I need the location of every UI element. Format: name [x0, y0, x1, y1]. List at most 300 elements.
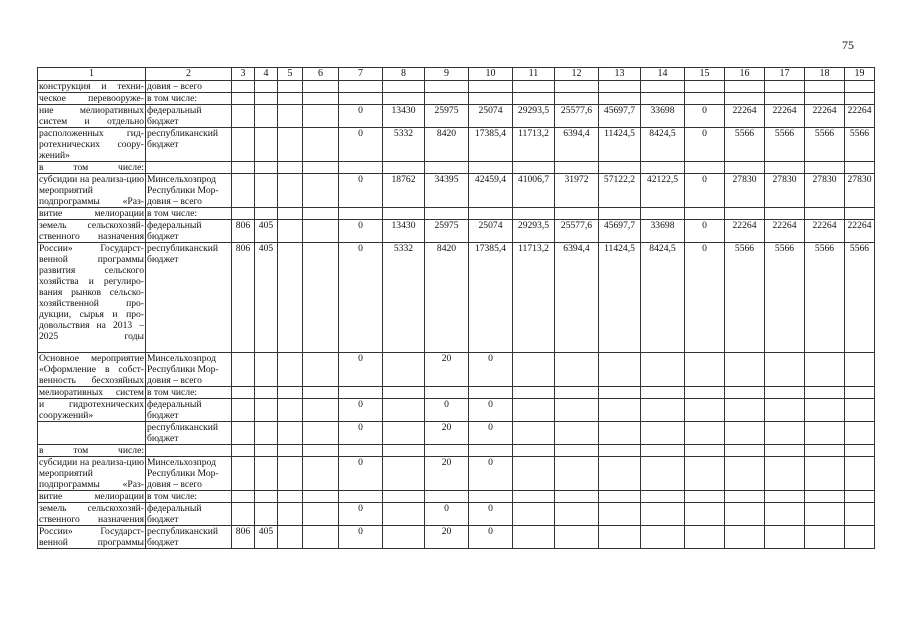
cell-col-7: 0 [339, 220, 383, 243]
cell-col-8 [383, 208, 425, 220]
row-funding-source: республиканский бюджет [146, 243, 232, 353]
cell-col-18 [805, 399, 845, 422]
cell-col-9: 25975 [425, 220, 469, 243]
cell-col-18: 27830 [805, 174, 845, 208]
cell-col-17 [765, 387, 805, 399]
table-row [38, 353, 875, 387]
table-row [38, 174, 875, 208]
cell-col-18 [805, 445, 845, 457]
cell-col-14 [641, 457, 685, 491]
cell-col-18 [805, 457, 845, 491]
cell-col-15 [685, 162, 725, 174]
cell-col-8: 13430 [383, 105, 425, 128]
cell-col-17: 5566 [765, 243, 805, 353]
cell-col-10: 25074 [469, 220, 513, 243]
cell-col-9 [425, 445, 469, 457]
row-funding-source: Минсельхозпрод Республики Мор-довия – всего [146, 353, 232, 387]
cell-col-10: 42459,4 [469, 174, 513, 208]
row-funding-source: в том числе: [146, 208, 232, 220]
cell-col-5 [278, 445, 303, 457]
row-funding-source: в том числе: [146, 387, 232, 399]
cell-col-14 [641, 526, 685, 549]
cell-col-19: 5566 [845, 243, 875, 353]
cell-col-7: 0 [339, 174, 383, 208]
cell-col-7: 0 [339, 526, 383, 549]
table-row [38, 81, 875, 93]
cell-col-4 [255, 93, 278, 105]
cell-col-19 [845, 491, 875, 503]
cell-col-17 [765, 162, 805, 174]
cell-col-3 [232, 174, 255, 208]
cell-col-6 [303, 220, 339, 243]
cell-col-12 [555, 526, 599, 549]
cell-col-19 [845, 208, 875, 220]
column-header-3: 3 [232, 68, 255, 81]
cell-col-3 [232, 81, 255, 93]
cell-col-15 [685, 387, 725, 399]
row-funding-source [146, 445, 232, 457]
cell-col-12: 25577,6 [555, 220, 599, 243]
cell-col-18 [805, 503, 845, 526]
cell-col-16 [725, 457, 765, 491]
cell-col-13 [599, 387, 641, 399]
cell-col-9: 8420 [425, 243, 469, 353]
row-funding-source: федеральный бюджет [146, 503, 232, 526]
row-description: расположенных гид-ротехнических соору-жений» [39, 128, 144, 161]
cell-col-19 [845, 445, 875, 457]
row-description: земель сельскохозяй-ственного назначения [39, 503, 144, 525]
row-description: в том числе: [39, 445, 144, 456]
cell-col-10 [469, 387, 513, 399]
cell-col-18 [805, 93, 845, 105]
cell-col-5 [278, 81, 303, 93]
table-row [38, 208, 875, 220]
cell-col-9: 0 [425, 399, 469, 422]
row-funding-source: в том числе: [146, 491, 232, 503]
cell-col-4 [255, 128, 278, 162]
cell-col-4 [255, 503, 278, 526]
cell-col-15 [685, 445, 725, 457]
cell-col-12: 6394,4 [555, 243, 599, 353]
cell-col-13 [599, 503, 641, 526]
row-description: России» Государст-венной программы развития сельского хозяйства и регулиро-вания рынков сельско-хозяйственной про-дукции, сырья и про-довольствия на 2013 – 2025 годы [38, 243, 146, 353]
cell-col-9 [425, 208, 469, 220]
cell-col-14 [641, 208, 685, 220]
cell-col-3 [232, 353, 255, 387]
row-description: ние мелиоративных систем и отдельно [39, 105, 144, 127]
cell-col-13 [599, 526, 641, 549]
cell-col-4 [255, 457, 278, 491]
cell-col-14 [641, 93, 685, 105]
cell-col-7 [339, 81, 383, 93]
cell-col-8 [383, 387, 425, 399]
cell-col-8 [383, 422, 425, 445]
cell-col-6 [303, 399, 339, 422]
cell-col-15: 0 [685, 105, 725, 128]
row-description: и гидротехнических сооружений» [39, 399, 144, 421]
cell-col-6 [303, 208, 339, 220]
cell-col-3 [232, 445, 255, 457]
cell-col-13 [599, 399, 641, 422]
cell-col-8 [383, 445, 425, 457]
cell-col-12 [555, 399, 599, 422]
cell-col-10: 0 [469, 422, 513, 445]
column-header-13: 13 [599, 68, 641, 81]
cell-col-5 [278, 162, 303, 174]
column-header-18: 18 [805, 68, 845, 81]
cell-col-17 [765, 399, 805, 422]
cell-col-9: 20 [425, 353, 469, 387]
cell-col-19 [845, 81, 875, 93]
cell-col-9: 8420 [425, 128, 469, 162]
table-row [38, 162, 875, 174]
cell-col-7: 0 [339, 503, 383, 526]
cell-col-16 [725, 162, 765, 174]
row-description: мелиоративных систем [39, 387, 144, 398]
cell-col-3 [232, 387, 255, 399]
cell-col-13: 57122,2 [599, 174, 641, 208]
table-row [38, 93, 875, 105]
cell-col-17 [765, 457, 805, 491]
table-row [38, 243, 875, 353]
cell-col-8 [383, 491, 425, 503]
cell-col-16 [725, 399, 765, 422]
cell-col-16 [725, 81, 765, 93]
cell-col-19: 27830 [845, 174, 875, 208]
column-header-9: 9 [425, 68, 469, 81]
cell-col-12: 25577,6 [555, 105, 599, 128]
cell-col-10: 17385,4 [469, 128, 513, 162]
cell-col-9: 20 [425, 457, 469, 491]
cell-col-13: 45697,7 [599, 220, 641, 243]
cell-col-12 [555, 387, 599, 399]
cell-col-13 [599, 422, 641, 445]
cell-col-5 [278, 399, 303, 422]
cell-col-15 [685, 457, 725, 491]
cell-col-14 [641, 422, 685, 445]
column-header-14: 14 [641, 68, 685, 81]
cell-col-3 [232, 105, 255, 128]
cell-col-3 [232, 503, 255, 526]
cell-col-14 [641, 353, 685, 387]
cell-col-12 [555, 162, 599, 174]
column-header-16: 16 [725, 68, 765, 81]
cell-col-19 [845, 457, 875, 491]
cell-col-15: 0 [685, 220, 725, 243]
cell-col-4 [255, 174, 278, 208]
cell-col-19 [845, 526, 875, 549]
cell-col-10: 0 [469, 399, 513, 422]
row-funding-source: республиканский бюджет [146, 128, 232, 162]
cell-col-14: 8424,5 [641, 128, 685, 162]
cell-col-4 [255, 105, 278, 128]
cell-col-9 [425, 491, 469, 503]
cell-col-19 [845, 399, 875, 422]
cell-col-19: 5566 [845, 128, 875, 162]
cell-col-18: 5566 [805, 128, 845, 162]
cell-col-18 [805, 208, 845, 220]
cell-col-13 [599, 491, 641, 503]
cell-col-10 [469, 445, 513, 457]
cell-col-13 [599, 208, 641, 220]
cell-col-11 [513, 353, 555, 387]
cell-col-14 [641, 399, 685, 422]
cell-col-11: 41006,7 [513, 174, 555, 208]
row-description: России» Государст-венной программы [39, 526, 144, 548]
row-funding-source: федеральный бюджет [146, 220, 232, 243]
cell-col-16 [725, 445, 765, 457]
cell-col-14 [641, 387, 685, 399]
cell-col-16 [725, 208, 765, 220]
column-header-15: 15 [685, 68, 725, 81]
cell-col-17 [765, 93, 805, 105]
cell-col-10 [469, 491, 513, 503]
cell-col-15: 0 [685, 243, 725, 353]
cell-col-16 [725, 526, 765, 549]
cell-col-3 [232, 162, 255, 174]
cell-col-15 [685, 503, 725, 526]
cell-col-15 [685, 81, 725, 93]
table-row [38, 399, 875, 422]
cell-col-3: 806 [232, 526, 255, 549]
column-header-5: 5 [278, 68, 303, 81]
cell-col-8 [383, 457, 425, 491]
cell-col-11 [513, 445, 555, 457]
column-header-6: 6 [303, 68, 339, 81]
cell-col-12 [555, 503, 599, 526]
cell-col-11: 29293,5 [513, 220, 555, 243]
cell-col-16 [725, 422, 765, 445]
cell-col-4 [255, 387, 278, 399]
column-header-7: 7 [339, 68, 383, 81]
table-row [38, 445, 875, 457]
cell-col-9: 20 [425, 422, 469, 445]
cell-col-9: 25975 [425, 105, 469, 128]
row-funding-source: в том числе: [146, 93, 232, 105]
cell-col-12 [555, 93, 599, 105]
cell-col-5 [278, 457, 303, 491]
cell-col-7 [339, 162, 383, 174]
cell-col-9: 0 [425, 503, 469, 526]
cell-col-5 [278, 387, 303, 399]
cell-col-8: 5332 [383, 128, 425, 162]
cell-col-7: 0 [339, 128, 383, 162]
cell-col-3 [232, 491, 255, 503]
cell-col-15 [685, 353, 725, 387]
table-row [38, 220, 875, 243]
cell-col-19 [845, 422, 875, 445]
cell-col-10 [469, 162, 513, 174]
cell-col-10: 17385,4 [469, 243, 513, 353]
column-header-19: 19 [845, 68, 875, 81]
table-row [38, 128, 875, 162]
cell-col-10 [469, 81, 513, 93]
cell-col-11 [513, 457, 555, 491]
cell-col-9 [425, 387, 469, 399]
cell-col-17 [765, 208, 805, 220]
cell-col-15 [685, 526, 725, 549]
cell-col-15: 0 [685, 128, 725, 162]
cell-col-10: 0 [469, 457, 513, 491]
cell-col-6 [303, 526, 339, 549]
row-funding-source: федеральный бюджет [146, 399, 232, 422]
cell-col-14: 8424,5 [641, 243, 685, 353]
cell-col-3 [232, 128, 255, 162]
cell-col-6 [303, 491, 339, 503]
cell-col-14 [641, 503, 685, 526]
row-description [38, 422, 146, 445]
cell-col-6 [303, 457, 339, 491]
cell-col-18: 22264 [805, 220, 845, 243]
cell-col-13 [599, 445, 641, 457]
column-header-4: 4 [255, 68, 278, 81]
cell-col-9 [425, 93, 469, 105]
cell-col-3: 806 [232, 220, 255, 243]
cell-col-15 [685, 93, 725, 105]
cell-col-13 [599, 457, 641, 491]
row-funding-source [146, 162, 232, 174]
cell-col-15 [685, 208, 725, 220]
cell-col-17: 22264 [765, 220, 805, 243]
cell-col-11 [513, 503, 555, 526]
budget-table [37, 67, 875, 549]
cell-col-6 [303, 387, 339, 399]
cell-col-7: 0 [339, 457, 383, 491]
cell-col-12 [555, 445, 599, 457]
cell-col-9: 20 [425, 526, 469, 549]
cell-col-4: 405 [255, 220, 278, 243]
cell-col-8: 18762 [383, 174, 425, 208]
cell-col-18: 22264 [805, 105, 845, 128]
cell-col-4 [255, 399, 278, 422]
cell-col-19: 22264 [845, 105, 875, 128]
cell-col-18 [805, 81, 845, 93]
header-row [38, 68, 875, 81]
cell-col-9 [425, 162, 469, 174]
cell-col-5 [278, 220, 303, 243]
cell-col-3 [232, 457, 255, 491]
cell-col-5 [278, 93, 303, 105]
cell-col-14 [641, 445, 685, 457]
cell-col-12: 6394,4 [555, 128, 599, 162]
cell-col-5 [278, 174, 303, 208]
cell-col-4 [255, 445, 278, 457]
column-header-1: 1 [38, 68, 146, 81]
cell-col-6 [303, 422, 339, 445]
cell-col-4 [255, 422, 278, 445]
column-header-17: 17 [765, 68, 805, 81]
cell-col-18 [805, 387, 845, 399]
column-header-8: 8 [383, 68, 425, 81]
row-funding-source: федеральный бюджет [146, 105, 232, 128]
cell-col-15 [685, 422, 725, 445]
table-row [38, 491, 875, 503]
cell-col-8: 13430 [383, 220, 425, 243]
cell-col-7: 0 [339, 353, 383, 387]
cell-col-8 [383, 93, 425, 105]
cell-col-3 [232, 93, 255, 105]
cell-col-11 [513, 162, 555, 174]
cell-col-11 [513, 526, 555, 549]
cell-col-8 [383, 526, 425, 549]
cell-col-12 [555, 422, 599, 445]
table-row [38, 457, 875, 491]
cell-col-7: 0 [339, 422, 383, 445]
table-row [38, 422, 875, 445]
cell-col-18 [805, 353, 845, 387]
cell-col-6 [303, 93, 339, 105]
cell-col-7 [339, 387, 383, 399]
cell-col-16: 22264 [725, 105, 765, 128]
column-header-10: 10 [469, 68, 513, 81]
cell-col-17 [765, 491, 805, 503]
column-header-11: 11 [513, 68, 555, 81]
cell-col-5 [278, 353, 303, 387]
cell-col-18: 5566 [805, 243, 845, 353]
table-row [38, 105, 875, 128]
cell-col-11: 11713,2 [513, 128, 555, 162]
cell-col-12 [555, 457, 599, 491]
page-number: 75 [842, 38, 854, 52]
cell-col-7 [339, 491, 383, 503]
cell-col-17: 5566 [765, 128, 805, 162]
cell-col-15: 0 [685, 174, 725, 208]
cell-col-11 [513, 208, 555, 220]
cell-col-16 [725, 503, 765, 526]
table-row [38, 526, 875, 549]
cell-col-7: 0 [339, 399, 383, 422]
cell-col-4 [255, 81, 278, 93]
row-funding-source: Минсельхозпрод Республики Мор-довия – всего [146, 457, 232, 491]
cell-col-13 [599, 353, 641, 387]
cell-col-17 [765, 422, 805, 445]
cell-col-19 [845, 387, 875, 399]
cell-col-14 [641, 491, 685, 503]
cell-col-10: 0 [469, 526, 513, 549]
cell-col-7: 0 [339, 105, 383, 128]
cell-col-16 [725, 387, 765, 399]
cell-col-10 [469, 93, 513, 105]
cell-col-16 [725, 93, 765, 105]
table-row [38, 503, 875, 526]
cell-col-7 [339, 445, 383, 457]
table-row [38, 387, 875, 399]
cell-col-4 [255, 491, 278, 503]
cell-col-12: 31972 [555, 174, 599, 208]
cell-col-6 [303, 128, 339, 162]
cell-col-3 [232, 422, 255, 445]
cell-col-13: 11424,5 [599, 243, 641, 353]
column-header-12: 12 [555, 68, 599, 81]
cell-col-8 [383, 399, 425, 422]
cell-col-3: 806 [232, 243, 255, 353]
cell-col-8 [383, 353, 425, 387]
cell-col-4 [255, 162, 278, 174]
row-description: витие мелиорации [39, 208, 144, 219]
cell-col-19 [845, 93, 875, 105]
cell-col-15 [685, 491, 725, 503]
cell-col-11: 11713,2 [513, 243, 555, 353]
cell-col-5 [278, 491, 303, 503]
cell-col-11 [513, 81, 555, 93]
cell-col-7: 0 [339, 243, 383, 353]
cell-col-6 [303, 174, 339, 208]
cell-col-12 [555, 81, 599, 93]
cell-col-4: 405 [255, 526, 278, 549]
cell-col-9: 34395 [425, 174, 469, 208]
cell-col-14 [641, 162, 685, 174]
cell-col-17: 27830 [765, 174, 805, 208]
